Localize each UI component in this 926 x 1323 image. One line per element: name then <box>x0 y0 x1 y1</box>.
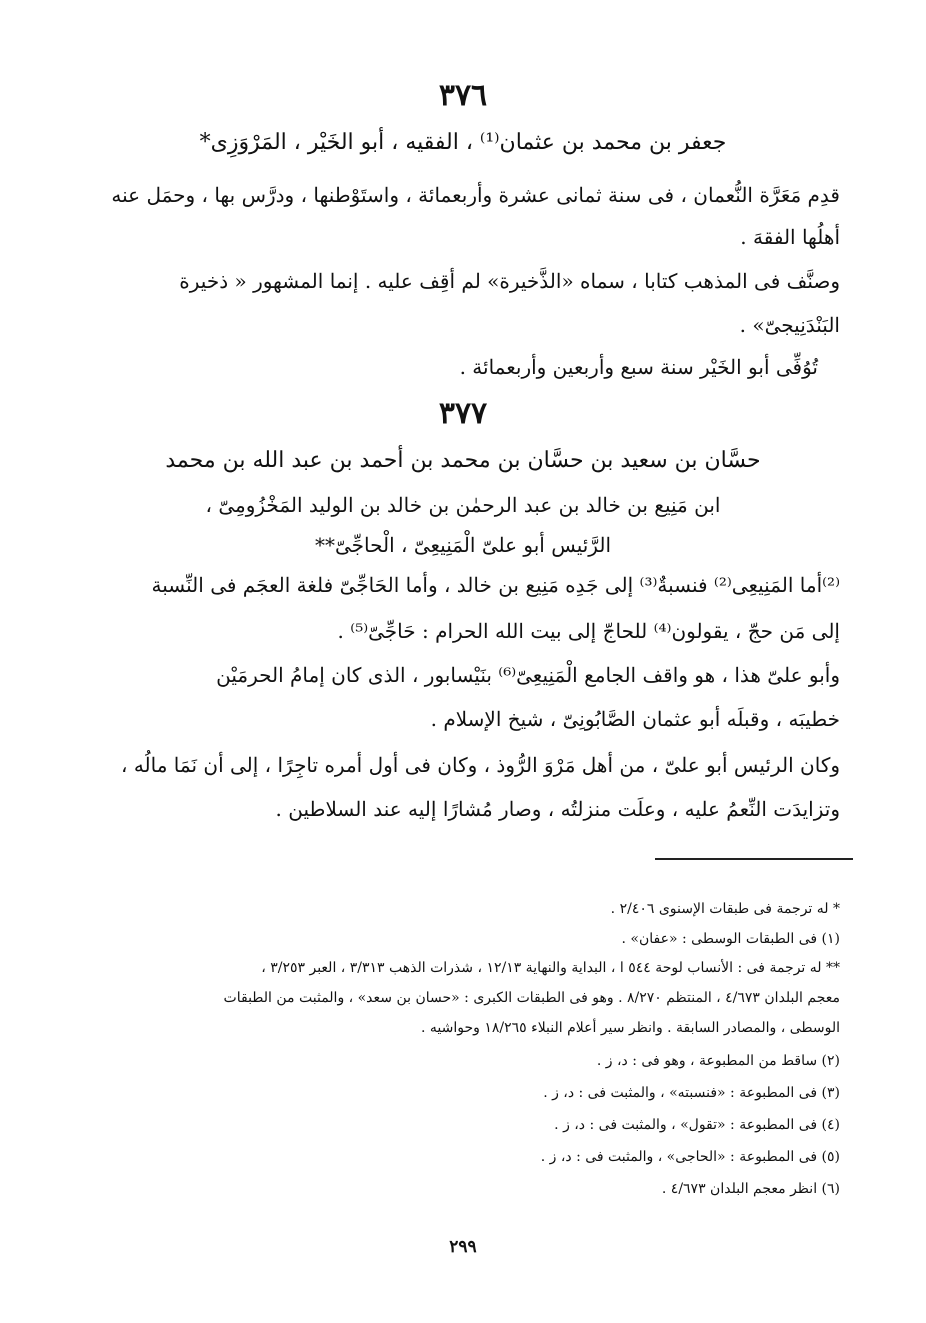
entry-376-name: جعفر بن محمد بن عثمان⁽¹⁾ ، الفقيه ، أبو الخَيْر ، المَرْوَزِى* <box>199 130 727 155</box>
entry-377-line-4: خطيبَه ، وقبلَه أبو عثمان الصَّابُونِىّ ، شيخ الإسلام . <box>430 707 840 731</box>
page-number: ٢٩٩ <box>449 1237 477 1257</box>
footnote-3: ** له ترجمة فى : الأنساب لوحة ٥٤٤ ا ، البداية والنهاية ١٢/١٣ ، شذرات الذهب ٣/٣١٣ ، العبر ٣/٢٥٣ ، <box>261 960 840 976</box>
entry-377-name-line-2: ابن مَنِيع بن خالد بن عبد الرحمٰن بن خالد بن الوليد المَخْزُومِىّ ، <box>205 493 721 517</box>
entry-376-line-5: تُوُفِّى أبو الخَيْر سنة سبع وأربعين وأربعمائة . <box>459 355 818 379</box>
footnote-4: معجم البلدان ٤/٦٧٣ ، المنتظم ٨/٢٧٠ . وهو فى الطبقات الكبرى : «حسان بن سعد» ، والمثبت من الطبقات <box>223 990 840 1006</box>
footnote-separator <box>655 858 853 860</box>
footnote-8: (٤) فى المطبوعة : «تقول» ، والمثبت فى : د، ز . <box>554 1117 840 1133</box>
entry-376-line-1: قدِم مَعَرَّة النُّعمان ، فى سنة ثمانى عشرة وأربعمائة ، واستَوْطنها ، ودرَّس بها ، وحمَل عنه <box>111 183 840 207</box>
entry-377-line-6: وتزايدَت النِّعمُ عليه ، وعلَت منزلتُه ، وصار مُشارًا إليه عند السلاطين . <box>275 797 840 821</box>
footnote-7: (٣) فى المطبوعة : «فنسبته» ، والمثبت فى : د، ز . <box>543 1085 840 1101</box>
footnote-9: (٥) فى المطبوعة : «الحاجى» ، والمثبت فى : د، ز . <box>540 1149 840 1165</box>
footnote-2: (١) فى الطبقات الوسطى : «عفان» . <box>621 931 840 947</box>
entry-377-line-3: وأبو علىّ هذا ، هو واقف الجامع الْمَنِيعِىّ⁽⁶⁾ بنَيْسابور ، الذى كان إمامُ الحرمَيْن <box>216 663 840 687</box>
entry-377-name-line-1: حسَّان بن سعيد بن حسَّان بن محمد بن أحمد بن عبد الله بن محمد <box>165 448 761 473</box>
footnote-6: (٢) ساقط من المطبوعة ، وهو فى : د، ز . <box>596 1053 840 1069</box>
entry-376-number: ٣٧٦ <box>438 78 488 113</box>
entry-376-line-4: البَنْدَنِيجىّ» . <box>739 313 840 337</box>
entry-377-line-5: وكان الرئيس أبو علىّ ، من أهل مَرْوَ الرُّوذ ، وكان فى أول أمره تاجِرًا ، إلى أن نَمَا مالُه ، <box>121 753 840 777</box>
entry-376-line-2: أهلُها الفقهَ . <box>740 225 840 249</box>
footnote-10: (٦) انظر معجم البلدان ٤/٦٧٣ . <box>661 1181 840 1197</box>
entry-377-line-1: ⁽²⁾أما المَنِيعِى⁽²⁾ فنسبةٌ⁽³⁾ إلى جَدِه مَنِيع بن خالد ، وأما الحَاجِّىّ فلغة العجَم فى النِّسبة <box>151 573 840 597</box>
footnote-5: الوسطى ، والمصادر السابقة . وانظر سير أعلام النبلاء ١٨/٢٦٥ وحواشيه . <box>420 1020 840 1036</box>
entry-376-line-3: وصنَّف فى المذهب كتابا ، سماه «الذَّخيرة» لم أقِف عليه . إنما المشهور « ذخيرة <box>179 269 840 293</box>
footnote-1: * له ترجمة فى طبقات الإسنوى ٢/٤٠٦ . <box>610 901 840 917</box>
entry-377-line-2: إلى مَن حجّ ، يقولون⁽⁴⁾ للحاجّ إلى بيت الله الحرام : حَاجِّىّ⁽⁵⁾ . <box>337 619 840 643</box>
entry-377-number: ٣٧٧ <box>438 396 488 431</box>
entry-377-name-line-3: الرَّئيس أبو علىّ الْمَنِيعِىّ ، الْحاجِّىّ** <box>315 533 611 557</box>
